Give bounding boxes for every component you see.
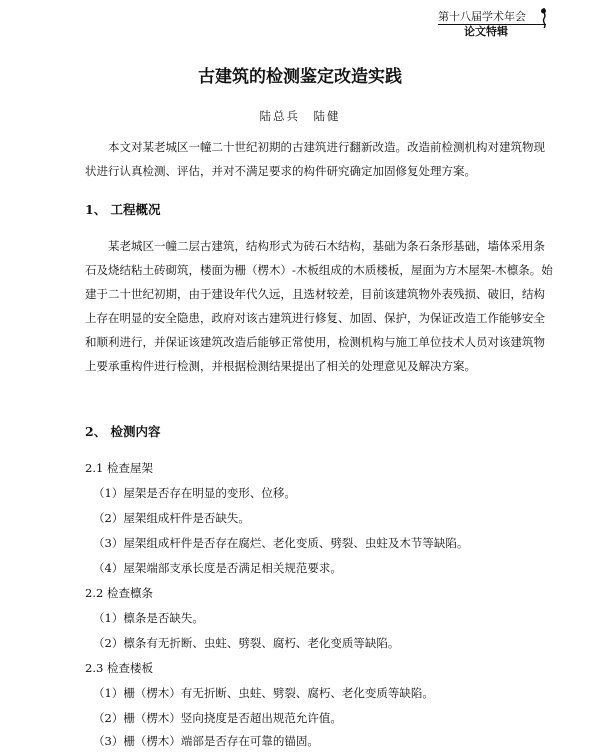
list-item: （3）栅（楞木）端部是否存在可靠的锚固。 [93, 734, 319, 748]
list-item: （1）檩条是否缺失。 [93, 611, 204, 625]
section-heading: 2、 检测内容 [85, 424, 161, 439]
special-issue-label: 论文特辑 [464, 25, 508, 38]
ornament-icon [539, 8, 548, 28]
list-item: （2）屋架组成杆件是否缺失。 [93, 511, 250, 525]
body-paragraph: 某老城区一幢二层古建筑，结构形式为砖石木结构，基础为条石条形基础，墙体采用条石及烧结粘土砖砌筑，楼面为栅（楞木）-木板组成的木质楼板，屋面为方木屋架-木檩条。始建于二十世纪初期，由于建设年代久远，且选材较差，目前该建筑物外表残损、破旧，结构上存在明显的安全隐患，政府对该古建筑进行修复、加固、保护，为保证改造工作能够安全和顺利进行，并保证该建筑改造后能够正常使用，检测机构与施工单位技术人员对该建筑物上要承重构件进行检测，并根据检测结果提出了相关的处理意见及解决方案。 [85, 239, 553, 373]
list-item: （4）屋架端部支承长度是否满足相关规范要求。 [93, 561, 342, 575]
list-item: （2）栅（楞木）竖向挠度是否超出规范允许值。 [93, 711, 342, 725]
subsection-title: 2.2 检查檩条 [85, 586, 153, 600]
conference-header-stamp [438, 10, 546, 39]
authors: 陆总兵 陆健 [259, 109, 341, 123]
list-item: （3）屋架组成杆件是否存在腐烂、老化变质、劈裂、虫蛀及木节等缺陷。 [93, 536, 469, 550]
subsection-title: 2.3 检查楼板 [85, 661, 153, 675]
subsection-title: 2.1 检查屋架 [85, 461, 153, 475]
list-item: （1）栅（楞木）有无折断、虫蛀、劈裂、腐朽、老化变质等缺陷。 [93, 686, 434, 700]
page-title: 古建筑的检测鉴定改造实践 [198, 67, 402, 87]
abstract-paragraph: 本文对某老城区一幢二十世纪初期的古建筑进行翻新改造。改造前检测机构对建筑物现状进行认真检测、评估，并对不满足要求的构件研究确定加固修复处理方案。 [85, 140, 545, 178]
list-item: （2）檩条有无折断、虫蛀、劈裂、腐朽、老化变质等缺陷。 [93, 636, 400, 650]
list-item: （1）屋架是否存在明显的变形、位移。 [93, 486, 296, 500]
conference-name: 第十八届学术年会 [438, 10, 546, 25]
section-heading: 1、 工程概况 [85, 202, 161, 217]
